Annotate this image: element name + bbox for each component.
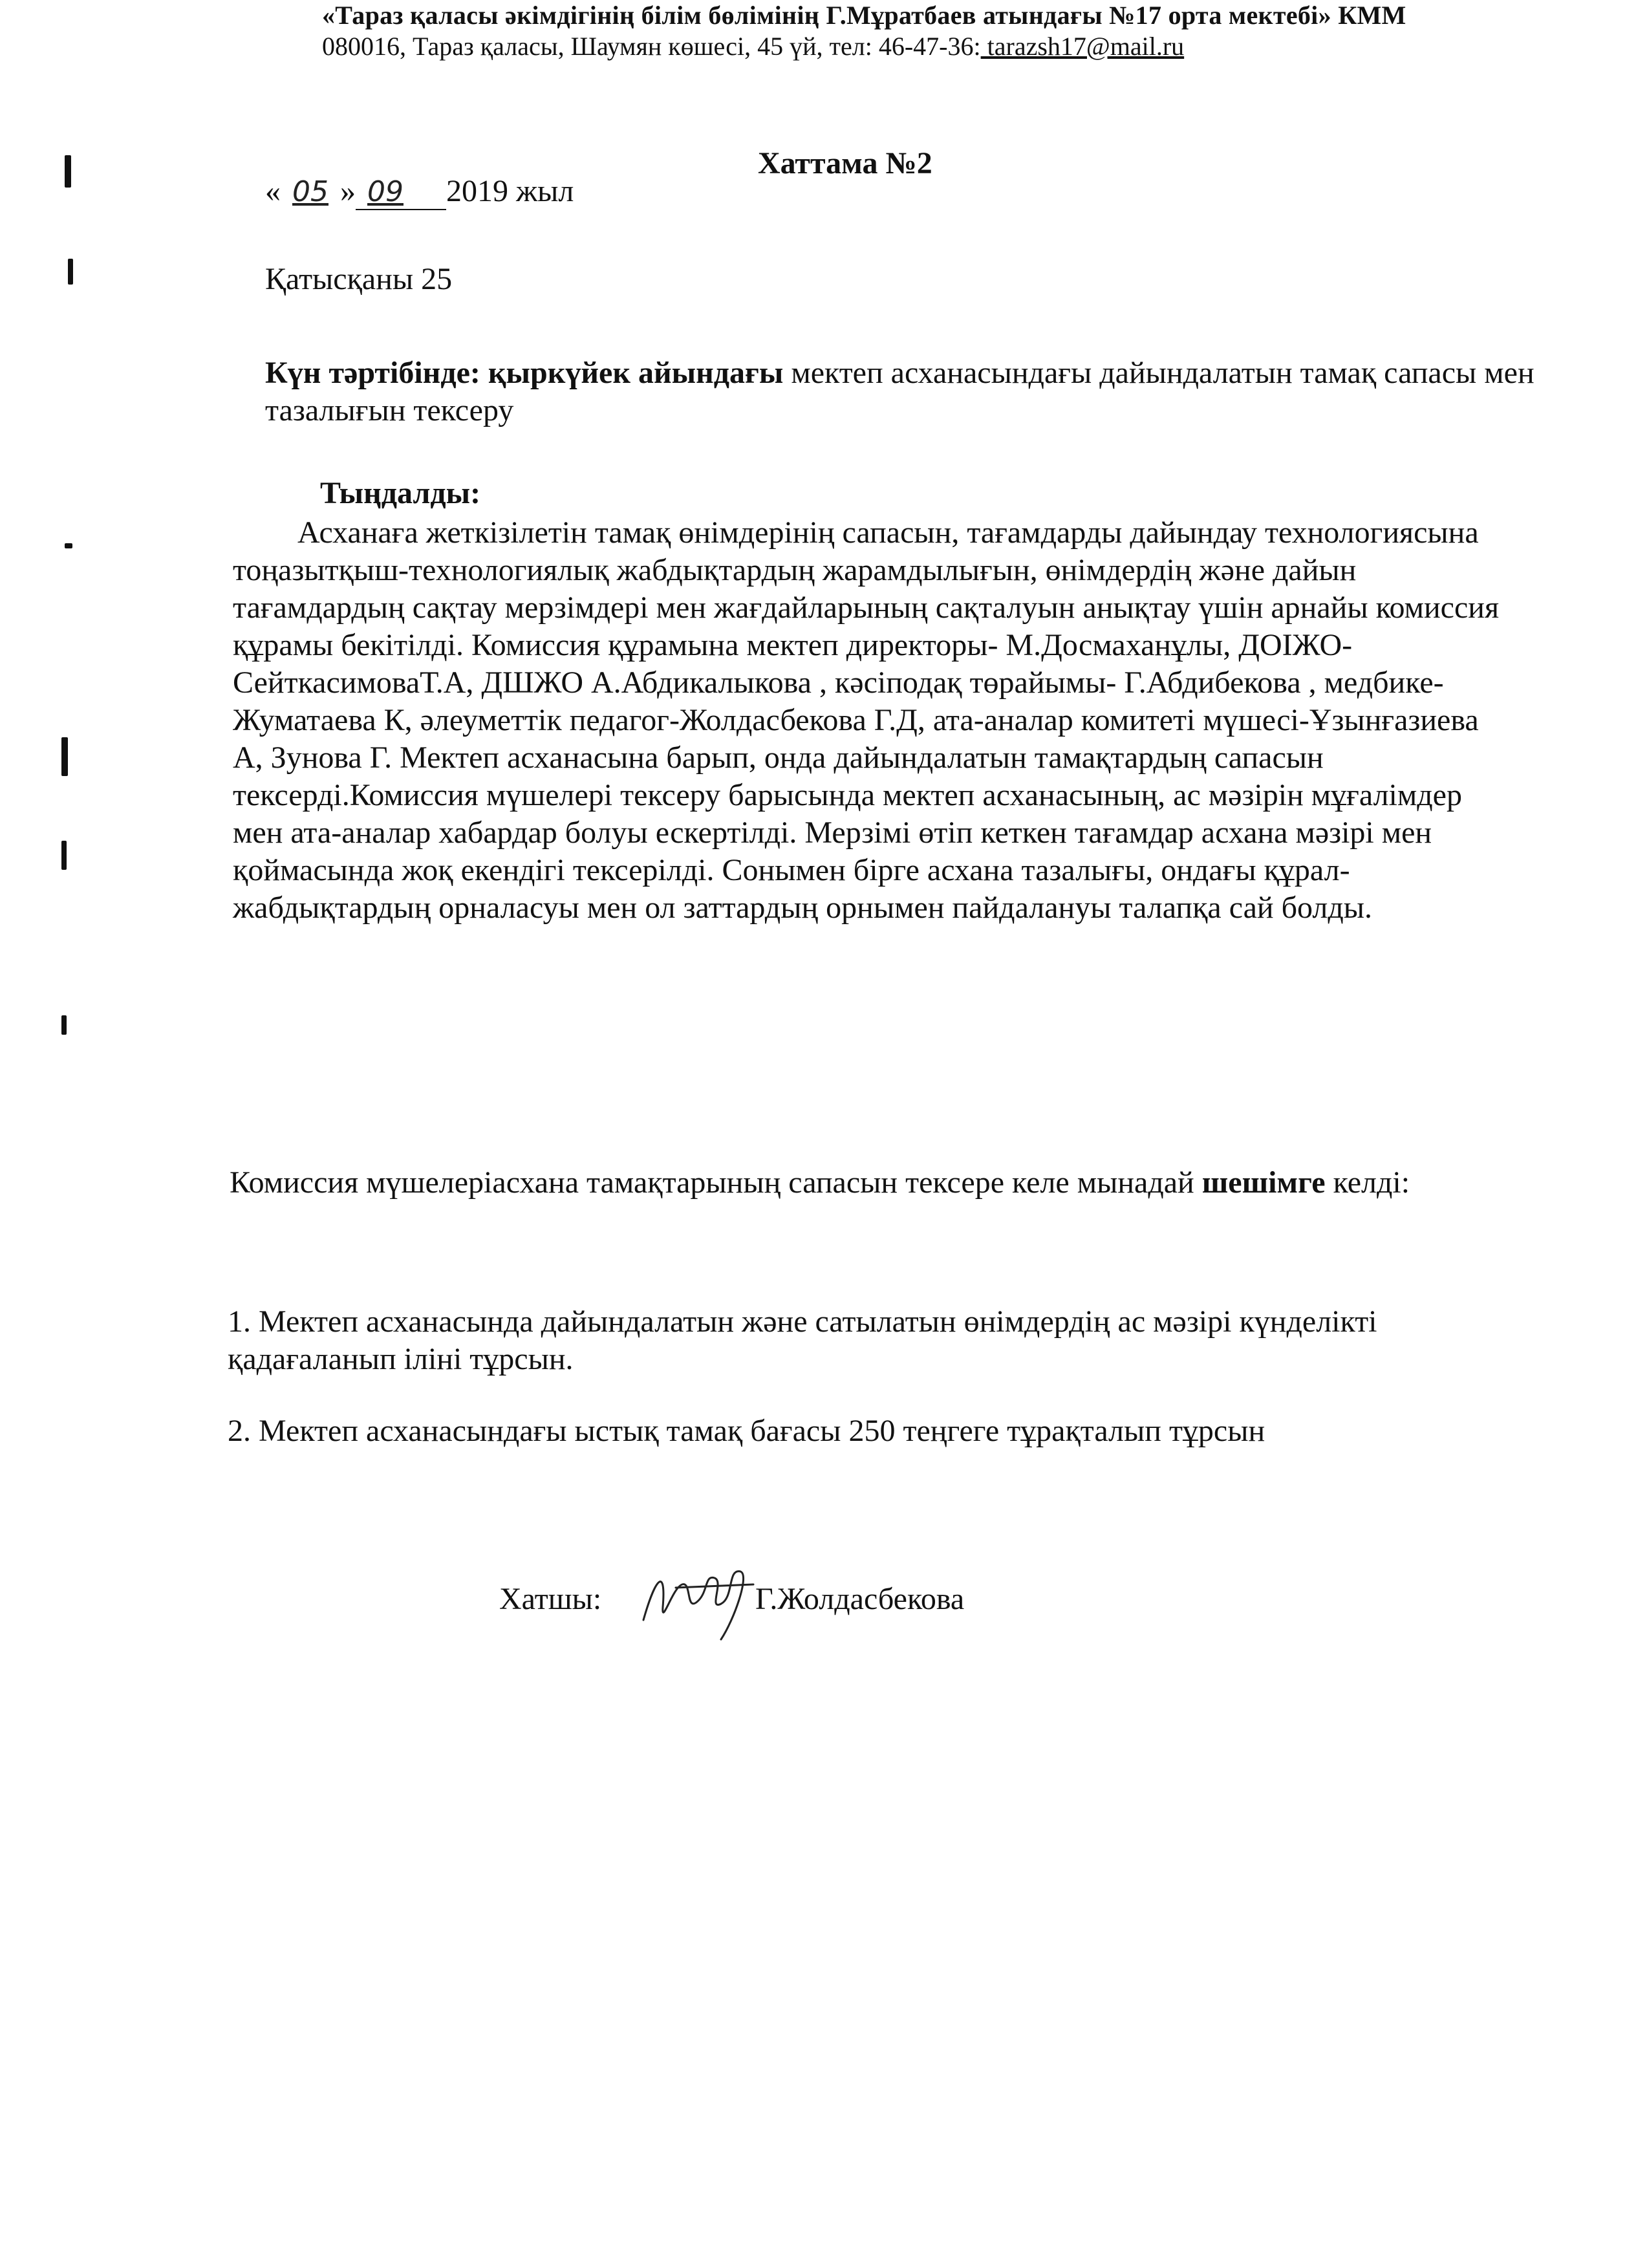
agenda-label: Күн тәртібінде: қыркүйек айындағы: [265, 356, 784, 390]
decision-item-1: 1. Мектеп асханасында дайындалатын және сатылатын өнімдердің ас мәзірі күнделікті қадағаланып іліні тұрсын.: [228, 1304, 1377, 1376]
conclusion-suffix: келді:: [1325, 1165, 1410, 1200]
conclusion-bold: шешімге: [1201, 1165, 1326, 1200]
agenda-text: мектеп асханасындағы дайындалатын тамақ сапасы мен тазалығын тексеру: [265, 356, 1534, 427]
agenda: [265, 354, 1539, 429]
date-close-quote: »: [340, 174, 356, 208]
scan-speck: [61, 737, 68, 776]
secretary-name: Г.Жолдасбекова: [755, 1582, 965, 1616]
signature-label: Хатшы:: [499, 1582, 602, 1616]
scan-speck: [65, 155, 71, 188]
protocol-body: Асханаға жеткізілетін тамақ өнімдерінің сапасын, тағамдарды дайындау технологиясына тоңазытқыш-технологиялық жабдықтардың жарамдылығын, өнімдердің және дайын тағамдардың сақтау мерзімдері мен жағдайларының сақталуын анықтау үшін арнайы комиссия құрамы бекітілді. Комиссия құрамына мектеп директоры- М.Досмаханұлы, ДОІЖО-СейткасимоваТ.А, ДШЖО А.Абдикалыкова , кәсіподақ төрайымы- Г.Абдибекова , медбике-Жуматаева К, әлеуметтік педагог-Жолдасбекова Г.Д, ата-аналар комитеті мүшесі-Ұзынғазиева А, Зунова Г. Мектеп асханасына барып, онда дайындалатын тамақтардың сапасын тексерді.Комиссия мүшелері тексеру барысында мектеп асханасының, ас мәзірін мұғалімдер мен ата-аналар хабардар болуы ескертілді. Мерзімі өтіп кеткен тағамдар асхана мәзірі мен қоймасында жоқ екендігі тексерілді. Сонымен бірге асхана тазалығы, ондағы құрал-жабдықтардың орналасуы мен ол заттардың орнымен пайдалануы талапқа сай болды.: [233, 515, 1500, 925]
scan-speck: [61, 841, 67, 870]
date-year: 2019 жыл: [446, 174, 574, 208]
document-title: Хаттама №2: [758, 146, 932, 180]
scan-speck: [68, 259, 73, 285]
conclusion: [230, 1164, 1510, 1202]
heard-heading: Тыңдалды:: [320, 476, 481, 510]
email-link[interactable]: tarazsh17@mail.ru: [980, 32, 1185, 61]
date-open-quote: «: [265, 174, 281, 208]
scan-speck: [65, 543, 72, 548]
signature-scribble-icon: [637, 1549, 760, 1646]
organization-address: [322, 31, 1184, 61]
date-day: 05: [292, 175, 328, 208]
handwritten-signature: [637, 1549, 760, 1649]
organization-name: «Тараз қаласы әкімдігінің білім бөлімінің Г.Мұратбаев атындағы №17 орта мектебі» КММ: [322, 1, 1406, 30]
address-text: 080016, Тараз қаласы, Шаумян көшесі, 45 үй, тел: 46-47-36:: [322, 32, 981, 61]
scan-speck: [61, 1015, 67, 1035]
date-month-blank: [356, 173, 446, 210]
date-month: 09: [367, 175, 404, 208]
conclusion-prefix: Комиссия мүшелеріасхана тамақтарының сапасын тексере келе мынадай: [230, 1165, 1202, 1200]
document-date: [265, 173, 574, 210]
attendance-count: Қатысқаны 25: [265, 262, 453, 296]
decision-item-2: 2. Мектеп асханасындағы ыстық тамақ бағасы 250 теңгеге тұрақталып тұрсын: [228, 1414, 1265, 1448]
